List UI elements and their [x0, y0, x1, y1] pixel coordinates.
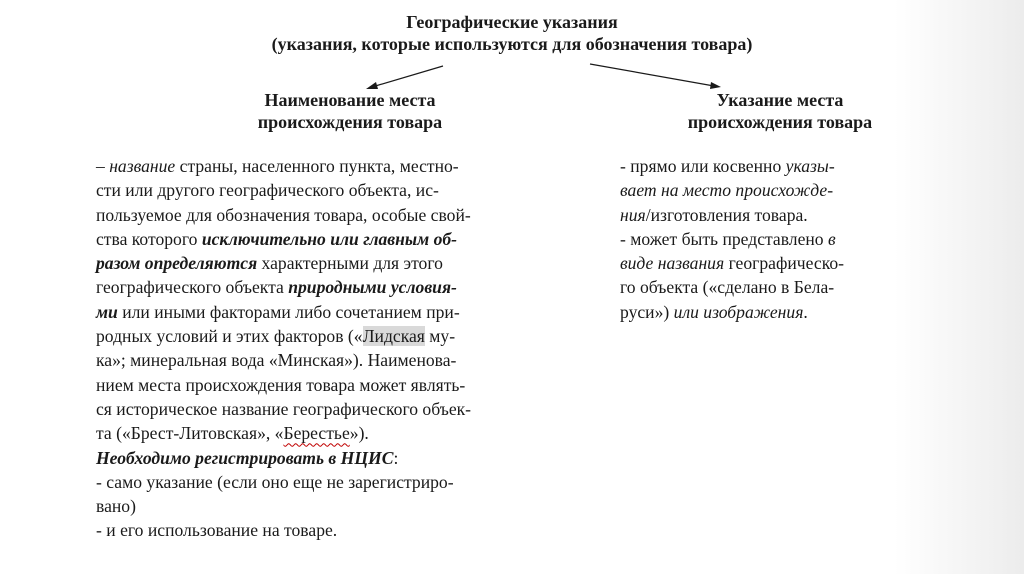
text-line: [620, 227, 844, 251]
text-line: пользуемое для обозначения товара, особые свой-: [96, 204, 471, 225]
text-run: »).: [349, 423, 369, 444]
bold-italic-run: ми: [96, 301, 118, 322]
text-run: –: [96, 156, 110, 176]
left-arrow: [372, 66, 443, 87]
text-line: [96, 446, 471, 470]
text-run: :: [393, 447, 399, 468]
left-heading-line-1: Наименование места: [264, 90, 436, 110]
bold-italic-run: исключительно или главным об-: [201, 228, 458, 249]
text-line: [96, 251, 471, 275]
italic-run: указы-: [785, 156, 835, 176]
left-column-text: [96, 154, 471, 543]
text-line: - и его использование на товаре.: [96, 520, 338, 541]
title-line-2: (указания, которые используются для обозначения товара): [271, 34, 753, 54]
text-line: [96, 154, 471, 178]
text-line: [96, 324, 471, 348]
text-line: [96, 300, 471, 324]
italic-run: в: [828, 228, 836, 249]
text-line: [620, 300, 844, 324]
text-run: или иными факторами либо сочетанием при-: [117, 301, 460, 322]
text-run: /изготовления товара.: [645, 204, 808, 225]
text-line: [620, 251, 844, 275]
right-column-text: [620, 154, 844, 324]
text-line: - само указание (если оно еще не зарегистриро-: [96, 471, 454, 492]
right-heading-line-2: происхождения товара: [687, 112, 873, 132]
italic-run: или изображения: [673, 301, 804, 322]
spellcheck-word: Берестье: [283, 423, 350, 444]
text-line: вает на место происхожде-: [620, 180, 834, 201]
left-arrowhead: [366, 82, 378, 89]
text-run: руси»): [620, 301, 674, 322]
text-line: [620, 203, 844, 227]
text-line: ка»; минеральная вода «Минская»). Наименова-: [96, 350, 457, 371]
text-run: страны, населенного пункта, местно-: [175, 156, 459, 176]
italic-run: виде названия: [620, 253, 725, 274]
right-arrowhead: [710, 82, 721, 89]
bold-italic-run: Необходимо регистрировать в НЦИС: [96, 447, 394, 468]
text-line: [96, 275, 471, 299]
term-emphasis: название: [109, 156, 176, 176]
text-run: географического объекта: [96, 277, 289, 298]
left-heading-line-2: происхождения товара: [257, 112, 443, 132]
bold-italic-run: природными условия-: [288, 277, 457, 298]
highlighted-word: Лидская: [362, 326, 425, 347]
text-run: ства которого: [96, 228, 202, 249]
text-run: географическо-: [724, 253, 845, 274]
text-line: ся историческое название географического объек-: [96, 398, 472, 419]
text-line: нием места происхождения товара может являть-: [96, 374, 466, 395]
text-line: вано): [96, 496, 136, 517]
left-heading: [200, 89, 500, 133]
title-line-1: Географические указания: [406, 12, 618, 32]
right-heading-line-1: Указание места: [716, 90, 844, 110]
text-line: [96, 227, 471, 251]
text-line: сти или другого географического объекта, ис-: [96, 180, 439, 201]
text-run: родных условий и этих факторов («: [96, 326, 363, 347]
text-line: го объекта («сделано в Бела-: [620, 277, 835, 298]
text-run: - прямо или косвенно: [620, 156, 786, 176]
right-arrow: [590, 64, 714, 86]
text-run: - может быть представлено: [620, 228, 828, 249]
bold-italic-run: разом определяются: [96, 253, 258, 274]
text-line: [620, 154, 844, 178]
right-heading: [630, 89, 930, 133]
text-run: му-: [424, 326, 456, 347]
text-run: .: [803, 301, 808, 322]
text-line: [96, 421, 471, 445]
text-run: характерными для этого: [257, 253, 443, 274]
italic-run: ния: [620, 204, 646, 225]
text-run: та («Брест-Литовская», «: [96, 423, 284, 444]
